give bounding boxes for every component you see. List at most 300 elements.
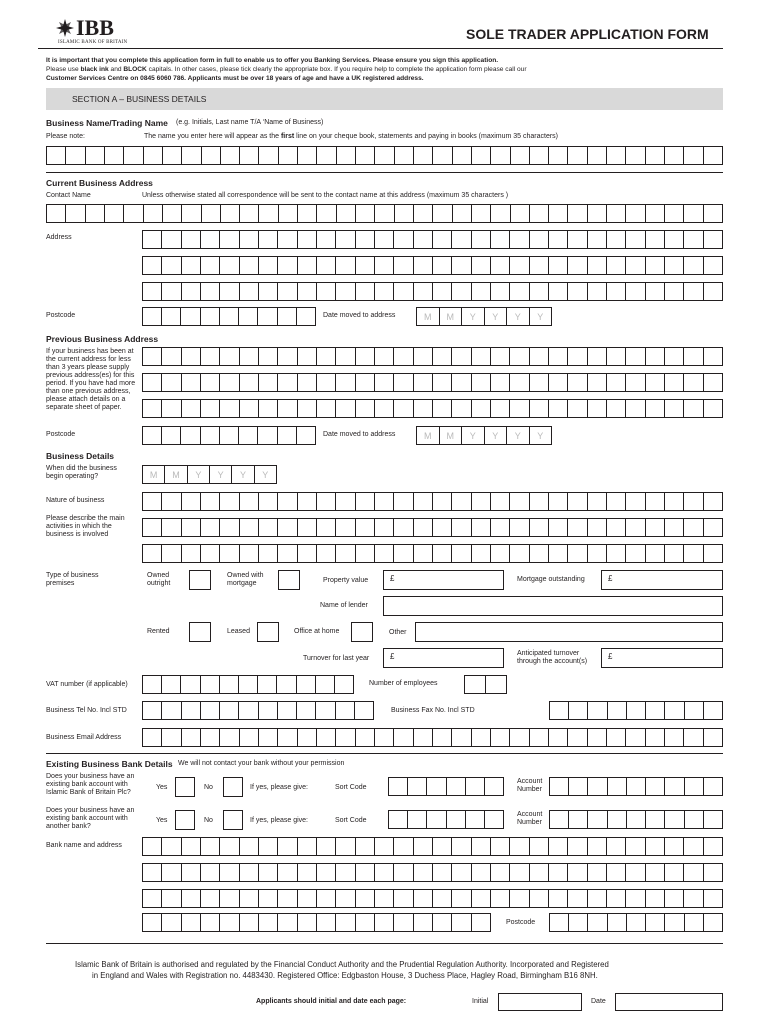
- char-cell[interactable]: [510, 890, 529, 907]
- char-cell[interactable]: [569, 914, 588, 931]
- char-cell[interactable]: [665, 348, 684, 365]
- owned-mortgage-checkbox[interactable]: [278, 570, 300, 590]
- char-cell[interactable]: [588, 147, 607, 164]
- char-cell[interactable]: [472, 205, 491, 222]
- activities-line-1-boxes[interactable]: [142, 518, 723, 537]
- char-cell[interactable]: [356, 914, 375, 931]
- char-cell[interactable]: [588, 702, 607, 719]
- char-cell[interactable]: [510, 519, 529, 536]
- date-cell[interactable]: Y: [262, 469, 269, 480]
- char-cell[interactable]: [704, 890, 722, 907]
- char-cell[interactable]: [704, 702, 722, 719]
- char-cell[interactable]: [375, 400, 394, 417]
- char-cell[interactable]: [317, 400, 336, 417]
- char-cell[interactable]: [239, 308, 258, 325]
- char-cell[interactable]: [452, 890, 471, 907]
- char-cell[interactable]: [181, 676, 200, 693]
- char-cell[interactable]: [124, 205, 143, 222]
- char-cell[interactable]: [684, 283, 703, 300]
- char-cell[interactable]: [182, 205, 201, 222]
- char-cell[interactable]: [143, 348, 162, 365]
- char-cell[interactable]: [316, 702, 335, 719]
- date-field[interactable]: [615, 993, 723, 1011]
- char-cell[interactable]: [433, 864, 452, 881]
- char-cell[interactable]: [162, 493, 181, 510]
- char-cell[interactable]: [356, 864, 375, 881]
- char-cell[interactable]: [427, 811, 446, 828]
- char-cell[interactable]: [588, 545, 607, 562]
- date-cell[interactable]: Y: [507, 427, 530, 444]
- char-cell[interactable]: [66, 205, 85, 222]
- char-cell[interactable]: [491, 400, 510, 417]
- char-cell[interactable]: [646, 519, 665, 536]
- char-cell[interactable]: [317, 231, 336, 248]
- char-cell[interactable]: [510, 493, 529, 510]
- char-cell[interactable]: [452, 519, 471, 536]
- char-cell[interactable]: [297, 676, 316, 693]
- char-cell[interactable]: [549, 838, 568, 855]
- char-cell[interactable]: [336, 729, 355, 746]
- char-cell[interactable]: [433, 205, 452, 222]
- when-began-boxes[interactable]: [142, 465, 277, 484]
- char-cell[interactable]: [704, 374, 722, 391]
- char-cell[interactable]: [240, 519, 259, 536]
- char-cell[interactable]: [336, 545, 355, 562]
- char-cell[interactable]: [298, 519, 317, 536]
- char-cell[interactable]: [607, 400, 626, 417]
- char-cell[interactable]: [704, 864, 722, 881]
- char-cell[interactable]: [182, 348, 201, 365]
- bank-address-line-4-boxes[interactable]: [142, 913, 491, 932]
- char-cell[interactable]: [491, 231, 510, 248]
- char-cell[interactable]: [105, 147, 124, 164]
- char-cell[interactable]: [394, 729, 413, 746]
- char-cell[interactable]: [356, 257, 375, 274]
- char-cell[interactable]: [607, 257, 626, 274]
- char-cell[interactable]: [510, 864, 529, 881]
- char-cell[interactable]: [588, 811, 607, 828]
- char-cell[interactable]: [607, 374, 626, 391]
- owned-outright-checkbox[interactable]: [189, 570, 211, 590]
- char-cell[interactable]: [568, 838, 587, 855]
- other-field[interactable]: [415, 622, 723, 642]
- char-cell[interactable]: [530, 400, 549, 417]
- char-cell[interactable]: [220, 283, 239, 300]
- char-cell[interactable]: [240, 864, 259, 881]
- char-cell[interactable]: [665, 519, 684, 536]
- char-cell[interactable]: [220, 729, 239, 746]
- char-cell[interactable]: [568, 205, 587, 222]
- date-cell[interactable]: Y: [537, 430, 544, 441]
- char-cell[interactable]: [704, 283, 722, 300]
- char-cell[interactable]: [433, 257, 452, 274]
- date-cell[interactable]: M: [143, 466, 165, 483]
- char-cell[interactable]: [684, 519, 703, 536]
- char-cell[interactable]: [452, 374, 471, 391]
- char-cell[interactable]: [143, 838, 162, 855]
- char-cell[interactable]: [646, 914, 665, 931]
- char-cell[interactable]: [375, 545, 394, 562]
- char-cell[interactable]: [278, 864, 297, 881]
- q2-account-number-boxes[interactable]: [549, 810, 723, 829]
- date-cell[interactable]: M: [440, 427, 463, 444]
- char-cell[interactable]: [356, 890, 375, 907]
- char-cell[interactable]: [530, 147, 549, 164]
- char-cell[interactable]: [182, 914, 201, 931]
- char-cell[interactable]: [336, 838, 355, 855]
- char-cell[interactable]: [47, 147, 66, 164]
- char-cell[interactable]: [336, 231, 355, 248]
- char-cell[interactable]: [336, 283, 355, 300]
- char-cell[interactable]: [568, 545, 587, 562]
- char-cell[interactable]: [704, 231, 722, 248]
- char-cell[interactable]: [240, 838, 259, 855]
- char-cell[interactable]: [433, 493, 452, 510]
- char-cell[interactable]: [201, 400, 220, 417]
- char-cell[interactable]: [277, 676, 296, 693]
- char-cell[interactable]: [665, 283, 684, 300]
- char-cell[interactable]: [278, 231, 297, 248]
- char-cell[interactable]: [389, 811, 408, 828]
- char-cell[interactable]: [627, 811, 646, 828]
- char-cell[interactable]: [394, 864, 413, 881]
- date-cell[interactable]: Y: [210, 466, 232, 483]
- char-cell[interactable]: [144, 147, 163, 164]
- char-cell[interactable]: [143, 890, 162, 907]
- char-cell[interactable]: [530, 545, 549, 562]
- char-cell[interactable]: [336, 890, 355, 907]
- char-cell[interactable]: [356, 205, 375, 222]
- char-cell[interactable]: [646, 147, 665, 164]
- char-cell[interactable]: [685, 702, 704, 719]
- char-cell[interactable]: [568, 493, 587, 510]
- char-cell[interactable]: [433, 914, 452, 931]
- char-cell[interactable]: [684, 257, 703, 274]
- char-cell[interactable]: [162, 400, 181, 417]
- char-cell[interactable]: [143, 257, 162, 274]
- char-cell[interactable]: [433, 400, 452, 417]
- char-cell[interactable]: [394, 348, 413, 365]
- char-cell[interactable]: [433, 231, 452, 248]
- char-cell[interactable]: [336, 493, 355, 510]
- bank-postcode-boxes[interactable]: [549, 913, 723, 932]
- char-cell[interactable]: [220, 427, 239, 444]
- char-cell[interactable]: [259, 231, 278, 248]
- char-cell[interactable]: [433, 519, 452, 536]
- char-cell[interactable]: [181, 308, 200, 325]
- char-cell[interactable]: [607, 283, 626, 300]
- char-cell[interactable]: [375, 231, 394, 248]
- char-cell[interactable]: [453, 147, 472, 164]
- char-cell[interactable]: [220, 914, 239, 931]
- char-cell[interactable]: [278, 702, 297, 719]
- char-cell[interactable]: [472, 864, 491, 881]
- char-cell[interactable]: [511, 205, 530, 222]
- char-cell[interactable]: [549, 400, 568, 417]
- char-cell[interactable]: [491, 864, 510, 881]
- char-cell[interactable]: [646, 257, 665, 274]
- char-cell[interactable]: [568, 147, 587, 164]
- char-cell[interactable]: [220, 493, 239, 510]
- q1-account-number-boxes[interactable]: [549, 777, 723, 796]
- char-cell[interactable]: [336, 348, 355, 365]
- char-cell[interactable]: [665, 374, 684, 391]
- char-cell[interactable]: [433, 838, 452, 855]
- char-cell[interactable]: [491, 838, 510, 855]
- char-cell[interactable]: [433, 374, 452, 391]
- char-cell[interactable]: [278, 308, 297, 325]
- char-cell[interactable]: [240, 545, 259, 562]
- bank-address-line-1-boxes[interactable]: [142, 837, 723, 856]
- mortgage-outstanding-field[interactable]: [601, 570, 723, 590]
- char-cell[interactable]: [162, 231, 181, 248]
- char-cell[interactable]: [414, 493, 433, 510]
- address-line-2-boxes[interactable]: [142, 256, 723, 275]
- char-cell[interactable]: [298, 205, 317, 222]
- char-cell[interactable]: [704, 838, 722, 855]
- char-cell[interactable]: [608, 702, 627, 719]
- char-cell[interactable]: [182, 890, 201, 907]
- char-cell[interactable]: [201, 864, 220, 881]
- char-cell[interactable]: [182, 493, 201, 510]
- char-cell[interactable]: [646, 348, 665, 365]
- q2-no-checkbox[interactable]: [223, 810, 243, 830]
- char-cell[interactable]: [665, 729, 684, 746]
- char-cell[interactable]: [298, 890, 317, 907]
- char-cell[interactable]: [568, 400, 587, 417]
- char-cell[interactable]: [646, 778, 665, 795]
- char-cell[interactable]: [466, 811, 485, 828]
- char-cell[interactable]: [278, 257, 297, 274]
- char-cell[interactable]: [375, 257, 394, 274]
- char-cell[interactable]: [394, 545, 413, 562]
- char-cell[interactable]: [220, 702, 239, 719]
- char-cell[interactable]: [356, 729, 375, 746]
- char-cell[interactable]: [143, 519, 162, 536]
- char-cell[interactable]: [704, 519, 722, 536]
- char-cell[interactable]: [240, 914, 259, 931]
- char-cell[interactable]: [510, 348, 529, 365]
- char-cell[interactable]: [491, 729, 510, 746]
- char-cell[interactable]: [259, 400, 278, 417]
- char-cell[interactable]: [569, 811, 588, 828]
- char-cell[interactable]: [317, 348, 336, 365]
- char-cell[interactable]: [510, 283, 529, 300]
- char-cell[interactable]: [472, 231, 491, 248]
- char-cell[interactable]: [607, 729, 626, 746]
- char-cell[interactable]: [240, 348, 259, 365]
- char-cell[interactable]: [375, 729, 394, 746]
- char-cell[interactable]: [356, 374, 375, 391]
- char-cell[interactable]: [607, 231, 626, 248]
- char-cell[interactable]: [646, 864, 665, 881]
- char-cell[interactable]: [201, 493, 220, 510]
- char-cell[interactable]: [298, 729, 317, 746]
- char-cell[interactable]: [684, 147, 703, 164]
- char-cell[interactable]: [626, 838, 645, 855]
- char-cell[interactable]: [433, 729, 452, 746]
- char-cell[interactable]: [162, 348, 181, 365]
- anticipated-turnover-field[interactable]: [601, 648, 723, 668]
- char-cell[interactable]: [684, 231, 703, 248]
- char-cell[interactable]: [549, 519, 568, 536]
- char-cell[interactable]: [530, 348, 549, 365]
- char-cell[interactable]: [162, 374, 181, 391]
- char-cell[interactable]: [220, 348, 239, 365]
- char-cell[interactable]: [336, 374, 355, 391]
- char-cell[interactable]: [221, 147, 240, 164]
- char-cell[interactable]: [530, 205, 549, 222]
- char-cell[interactable]: [182, 864, 201, 881]
- char-cell[interactable]: [220, 545, 239, 562]
- char-cell[interactable]: [298, 147, 317, 164]
- char-cell[interactable]: [486, 676, 506, 693]
- char-cell[interactable]: [414, 205, 433, 222]
- char-cell[interactable]: [356, 147, 375, 164]
- char-cell[interactable]: [375, 890, 394, 907]
- char-cell[interactable]: [472, 729, 491, 746]
- char-cell[interactable]: [704, 914, 722, 931]
- char-cell[interactable]: [220, 676, 239, 693]
- char-cell[interactable]: [259, 545, 278, 562]
- char-cell[interactable]: [510, 838, 529, 855]
- char-cell[interactable]: [452, 493, 471, 510]
- char-cell[interactable]: [143, 702, 162, 719]
- char-cell[interactable]: [279, 205, 298, 222]
- char-cell[interactable]: [626, 147, 645, 164]
- char-cell[interactable]: [356, 400, 375, 417]
- char-cell[interactable]: [704, 400, 722, 417]
- char-cell[interactable]: [588, 493, 607, 510]
- char-cell[interactable]: [607, 545, 626, 562]
- char-cell[interactable]: [569, 778, 588, 795]
- char-cell[interactable]: [239, 427, 258, 444]
- char-cell[interactable]: [414, 545, 433, 562]
- char-cell[interactable]: [627, 914, 646, 931]
- char-cell[interactable]: [201, 545, 220, 562]
- char-cell[interactable]: [259, 493, 278, 510]
- char-cell[interactable]: [588, 838, 607, 855]
- char-cell[interactable]: [86, 205, 105, 222]
- previous-address-line-2-boxes[interactable]: [142, 373, 723, 392]
- char-cell[interactable]: [427, 778, 446, 795]
- char-cell[interactable]: [684, 374, 703, 391]
- char-cell[interactable]: [549, 374, 568, 391]
- char-cell[interactable]: [298, 914, 317, 931]
- date-cell[interactable]: M: [165, 466, 187, 483]
- char-cell[interactable]: [704, 348, 722, 365]
- char-cell[interactable]: [182, 545, 201, 562]
- char-cell[interactable]: [298, 864, 317, 881]
- char-cell[interactable]: [588, 778, 607, 795]
- char-cell[interactable]: [626, 864, 645, 881]
- char-cell[interactable]: [259, 348, 278, 365]
- char-cell[interactable]: [375, 493, 394, 510]
- date-cell[interactable]: Y: [537, 311, 544, 322]
- char-cell[interactable]: [394, 283, 413, 300]
- char-cell[interactable]: [568, 890, 587, 907]
- char-cell[interactable]: [317, 914, 336, 931]
- char-cell[interactable]: [511, 147, 530, 164]
- char-cell[interactable]: [259, 890, 278, 907]
- business-email-boxes[interactable]: [142, 728, 723, 747]
- q1-no-checkbox[interactable]: [223, 777, 243, 797]
- char-cell[interactable]: [549, 257, 568, 274]
- char-cell[interactable]: [298, 400, 317, 417]
- char-cell[interactable]: [433, 147, 452, 164]
- char-cell[interactable]: [491, 890, 510, 907]
- char-cell[interactable]: [530, 257, 549, 274]
- char-cell[interactable]: [143, 374, 162, 391]
- char-cell[interactable]: [491, 283, 510, 300]
- char-cell[interactable]: [182, 147, 201, 164]
- char-cell[interactable]: [607, 890, 626, 907]
- char-cell[interactable]: [510, 374, 529, 391]
- q1-sort-code-boxes[interactable]: [388, 777, 504, 796]
- char-cell[interactable]: [607, 147, 626, 164]
- char-cell[interactable]: [472, 283, 491, 300]
- char-cell[interactable]: [626, 205, 645, 222]
- char-cell[interactable]: [356, 545, 375, 562]
- char-cell[interactable]: [162, 257, 181, 274]
- activities-line-2-boxes[interactable]: [142, 544, 723, 563]
- char-cell[interactable]: [336, 519, 355, 536]
- char-cell[interactable]: [220, 374, 239, 391]
- char-cell[interactable]: [588, 519, 607, 536]
- char-cell[interactable]: [201, 838, 220, 855]
- char-cell[interactable]: [472, 914, 490, 931]
- char-cell[interactable]: [162, 890, 181, 907]
- char-cell[interactable]: [143, 914, 162, 931]
- char-cell[interactable]: [608, 811, 627, 828]
- char-cell[interactable]: [626, 400, 645, 417]
- char-cell[interactable]: [472, 493, 491, 510]
- char-cell[interactable]: [258, 308, 277, 325]
- business-fax-boxes[interactable]: [549, 701, 723, 720]
- char-cell[interactable]: [298, 348, 317, 365]
- char-cell[interactable]: [259, 147, 278, 164]
- char-cell[interactable]: [646, 493, 665, 510]
- char-cell[interactable]: [665, 257, 684, 274]
- char-cell[interactable]: [452, 400, 471, 417]
- char-cell[interactable]: [608, 778, 627, 795]
- num-employees-boxes[interactable]: [464, 675, 507, 694]
- char-cell[interactable]: [452, 914, 471, 931]
- char-cell[interactable]: [317, 257, 336, 274]
- char-cell[interactable]: [646, 374, 665, 391]
- char-cell[interactable]: [240, 729, 259, 746]
- char-cell[interactable]: [447, 811, 466, 828]
- char-cell[interactable]: [298, 231, 317, 248]
- business-name-boxes[interactable]: [46, 146, 723, 165]
- char-cell[interactable]: [447, 778, 466, 795]
- char-cell[interactable]: [162, 308, 181, 325]
- char-cell[interactable]: [259, 257, 278, 274]
- char-cell[interactable]: [607, 493, 626, 510]
- char-cell[interactable]: [201, 676, 220, 693]
- date-cell[interactable]: M: [417, 427, 440, 444]
- turnover-last-year-field[interactable]: [383, 648, 504, 668]
- char-cell[interactable]: [298, 838, 317, 855]
- char-cell[interactable]: [394, 257, 413, 274]
- char-cell[interactable]: [684, 348, 703, 365]
- char-cell[interactable]: [685, 778, 704, 795]
- char-cell[interactable]: [143, 400, 162, 417]
- date-cell[interactable]: Y: [485, 308, 508, 325]
- nature-of-business-boxes[interactable]: [142, 492, 723, 511]
- char-cell[interactable]: [414, 838, 433, 855]
- char-cell[interactable]: [220, 864, 239, 881]
